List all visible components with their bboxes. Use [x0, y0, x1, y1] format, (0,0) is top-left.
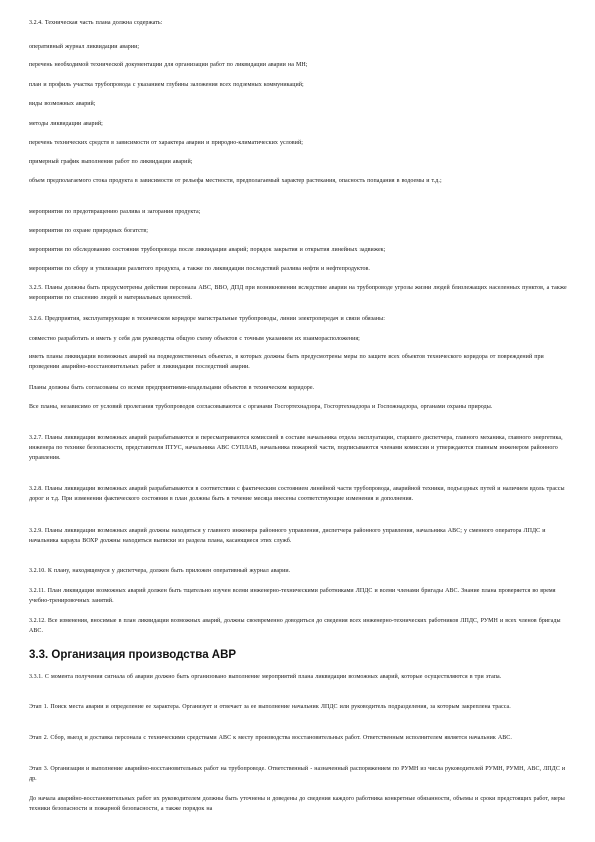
stage-2: Этап 2. Сбор, выезд и доставка персонала с техническими средствами АВС к месту производства восстановительных работ. Ответственным исполнителем является начальник АВС. — [29, 735, 512, 741]
clause-3-2-9: 3.2.9. Планы ликвидации возможных аварий должны находиться у главного инженера районного управления, диспетчера районного управления, начальника АВС; у сменного оператора ЛПДС и начальника караула ВОХР должны находиться выписки из раздела плана, касающиеся этих служб. — [29, 528, 546, 544]
list-item-equipment: перечень технических средств в зависимости от характера аварии и природно-климатических условий; — [29, 140, 303, 146]
list-item-inspection: мероприятия по обследованию состояния трубопровода после ликвидации аварий; порядок закрытия и открытия линейных задвижек; — [29, 247, 386, 253]
list-item-joint-scheme: совместно разработать и иметь у себя для руководства общую схему объектов с точным указанием их взаиморасположения; — [29, 336, 360, 342]
list-item-methods: методы ликвидации аварий; — [29, 121, 103, 127]
list-item-prevention: мероприятия по предотвращению разлива и загорания продукта; — [29, 209, 201, 215]
list-item-accident-types: виды возможных аварий; — [29, 101, 96, 107]
list-item-nature: мероприятия по охране природных богатств; — [29, 228, 148, 234]
list-item-journal: оперативный журнал ликвидации аварии; — [29, 44, 140, 50]
section-heading-3-3: 3.3. Организация производства АВР — [29, 649, 237, 661]
clause-3-2-5: 3.2.5. Планы должны быть предусмотрены действия персонала АВС, ВВО, ДПД при возникновении вследствие аварии на трубопроводе угрозы жизни людей близлежащих населенных пунктов, а также мероприятия по спасению людей и материальных ценностей. — [29, 285, 567, 301]
paragraph-before-start: До начала аварийно-восстановительных работ их руководителем должны быть уточнены и доведены до сведения каждого работника конкретные обязанности, объемы и сроки предстоящих работ, меры техники безопасности и пожарной безопасности, а также порядок на — [29, 796, 565, 812]
stage-3: Этап 3. Организация и выполнение аварийно-восстановительных работ на трубопроводе. Ответственный - назначенный распоряжением по РУМН из числа руководителей РУМН, РУМН, АВС, ЛПДС и др. — [29, 766, 566, 782]
list-item-documentation: перечень необходимой технической документации для организации работ по ликвидации аварии на МН; — [29, 62, 308, 68]
clause-3-3-1: 3.3.1. С момента получения сигнала об аварии должно быть организовано выполнение мероприятий плана ликвидации возможных аварий, которые осуществляются в три этапа. — [29, 674, 502, 680]
clause-3-2-4: 3.2.4. Техническая часть плана должна содержать: — [29, 20, 163, 26]
list-item-collection: мероприятия по сбору и утилизации разлитого продукта, а также по ликвидации последствий разлива нефти и нефтепродуктов. — [29, 266, 370, 272]
paragraph-agreed: Планы должны быть согласованы со всеми предприятиями-владельцами объектов в техническом коридоре. — [29, 385, 315, 391]
clause-3-2-10: 3.2.10. К плану, находящемуся у диспетчера, должен быть приложен оперативный журнал аварии. — [29, 568, 291, 574]
paragraph-all-plans: Все планы, независимо от условий пролегания трубопроводов согласовываются с органами Госгортехнадзора, Госгортехнадзора и Госпожнадзора, органами охраны природы. — [29, 404, 493, 410]
list-item-plans: иметь планы ликвидации возможных аварий на подведомственных объектах, в которых должны быть предусмотрены меры по защите всех объектов технического коридора от повреждений при проведении аварийно-восстановительных работ и ликвидации последствий аварии. — [29, 354, 544, 370]
list-item-schedule: примерный график выполнения работ по ликвидации аварий; — [29, 159, 193, 165]
list-item-runoff: объем предполагаемого стока продукта в зависимости от рельефа местности, предполагаемый характер растекания, опасность попадания в водоемы и т.д.; — [29, 178, 442, 184]
clause-3-2-6: 3.2.6. Предприятия, эксплуатирующие в техническом коридоре магистральные трубопроводы, линии электропередач и связи обязаны: — [29, 316, 385, 322]
clause-3-2-7: 3.2.7. Планы ликвидации возможных аварий разрабатываются и пересматриваются комиссией в составе начальника отдела эксплуатации, старшего диспетчера, главного механика, главного энергетика, инженера по технике безопасности, представителя ПТУС, начальника АВС СУПЛАВ, начальника пожарной части, подписываются членами комиссии и утверждаются главным инженером районного управления. — [29, 435, 563, 461]
list-item-plan-profile: план и профиль участка трубопровода с указанием глубины заложения всех подземных коммуникаций; — [29, 82, 304, 88]
stage-1: Этап 1. Поиск места аварии и определение ее характера. Организует и отвечает за ее выполнение начальник ЛПДС или руководитель подразделения, за которым закреплена трасса. — [29, 704, 511, 710]
clause-3-2-8: 3.2.8. Планы ликвидации возможных аварий разрабатываются в соответствии с фактическим состоянием линейной части трубопровода, аварийной техники, подъездных путей и наличием вдоль трассы дорог и т.д. При изменении фактического состояния в план должны быть в течение месяца внесены соответствующие изменения и дополнения. — [29, 486, 565, 502]
clause-3-2-11: 3.2.11. План ликвидации возможных аварий должен быть тщательно изучен всеми инженерно-техническими работниками ЛПДС и всеми членами бригады АВС. Знание плана проверяется во время учебно-тренировочных занятий. — [29, 588, 556, 604]
clause-3-2-12: 3.2.12. Все изменения, вносимые в план ликвидации возможных аварий, должны своевременно доводиться до сведения всех инженерно-технических работников ЛПДС, РУМН и всех членов бригады АВС. — [29, 618, 561, 634]
